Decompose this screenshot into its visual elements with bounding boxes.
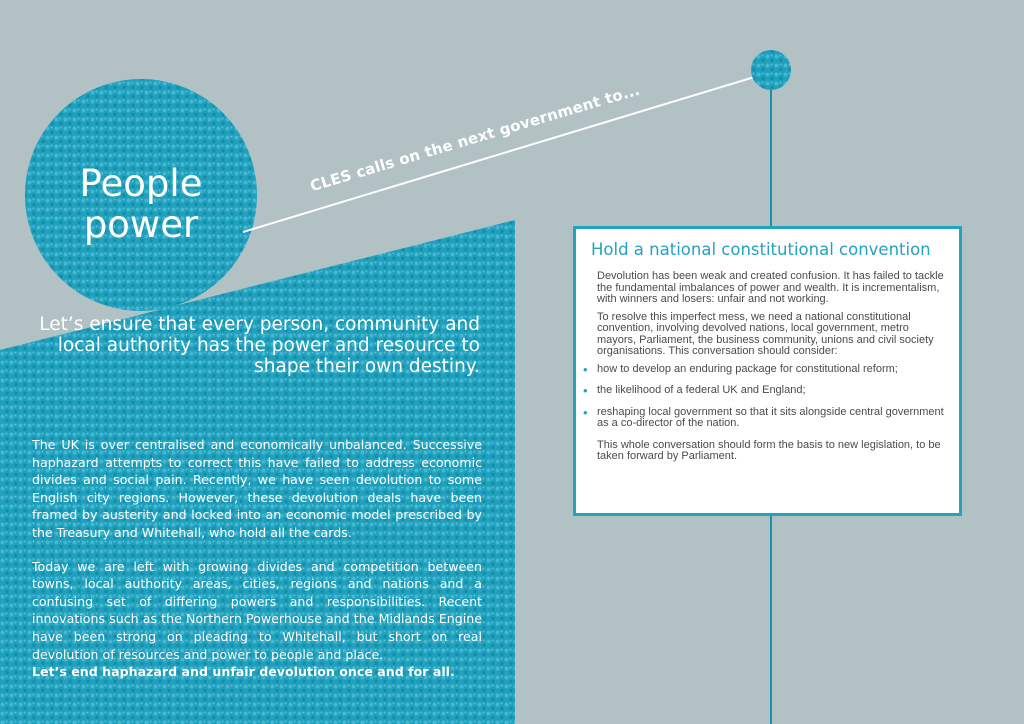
bullet-item (583, 383, 945, 398)
body-paragraph-2-bold: Let’s end haphazard and unfair devolution once and for all. (32, 664, 455, 680)
bullet-text: how to develop an enduring package for constitutional reform; (597, 362, 898, 375)
bullet-icon: • (583, 361, 588, 377)
convention-box (573, 226, 962, 516)
page-title: People power (79, 162, 203, 246)
convention-title: Hold a national constitutional convention (591, 240, 931, 259)
bullet-text: reshaping local government so that it sits alongside central government as a co-director of the nation. (597, 405, 944, 429)
lead-statement: Let’s ensure that every person, community and local authority has the power and resource to shape their own destiny. (39, 314, 480, 377)
convention-bullets (583, 361, 945, 430)
convention-paragraph-2: To resolve this imperfect mess, we need a national constitutional convention, involving devolved nations, local government, metro mayors, Parliament, the business community, unions and civil society organisations. This conversation should consider: (597, 310, 934, 357)
convention-text (583, 270, 945, 469)
bullet-item (583, 404, 945, 430)
bullet-item (583, 361, 945, 377)
body-paragraph-2 (32, 558, 482, 681)
convention-paragraph-1: Devolution has been weak and created confusion. It has failed to tackle the fundamental imbalances of power and wealth. It is incrementalism, with winners and losers: unfair and not working. (597, 270, 944, 305)
body-text (32, 436, 482, 697)
bullet-icon: • (583, 383, 588, 398)
convention-paragraph-3: This whole conversation should form the basis to new legislation, to be taken forward by Parliament. (597, 438, 941, 462)
connector-line (243, 72, 771, 232)
body-paragraph-2-text: Today we are left with growing divides and competition between towns, local authority areas, cities, regions and nations and a confusing set of differing powers and responsibilities. Recent innovations such as the Northern Powerhouse and the Midlands Engine have been strong on pleading to Whitehall, but short on real devolution of resources and power to people and place. (32, 558, 482, 662)
bullet-text: the likelihood of a federal UK and England; (597, 384, 806, 396)
bullet-icon: • (583, 404, 588, 420)
callout-text: CLES calls on the next government to... (308, 80, 642, 196)
body-paragraph-1: The UK is over centralised and economically unbalanced. Successive haphazard attempts to correct this have failed to address economic divides and social pain. Recently, we have seen devolution to some English city regions. However, these devolution deals have been framed by austerity and locked into an economic model prescribed by the Treasury and Whitehall, who hold all the cards. (32, 437, 482, 540)
timeline-node (751, 50, 791, 90)
